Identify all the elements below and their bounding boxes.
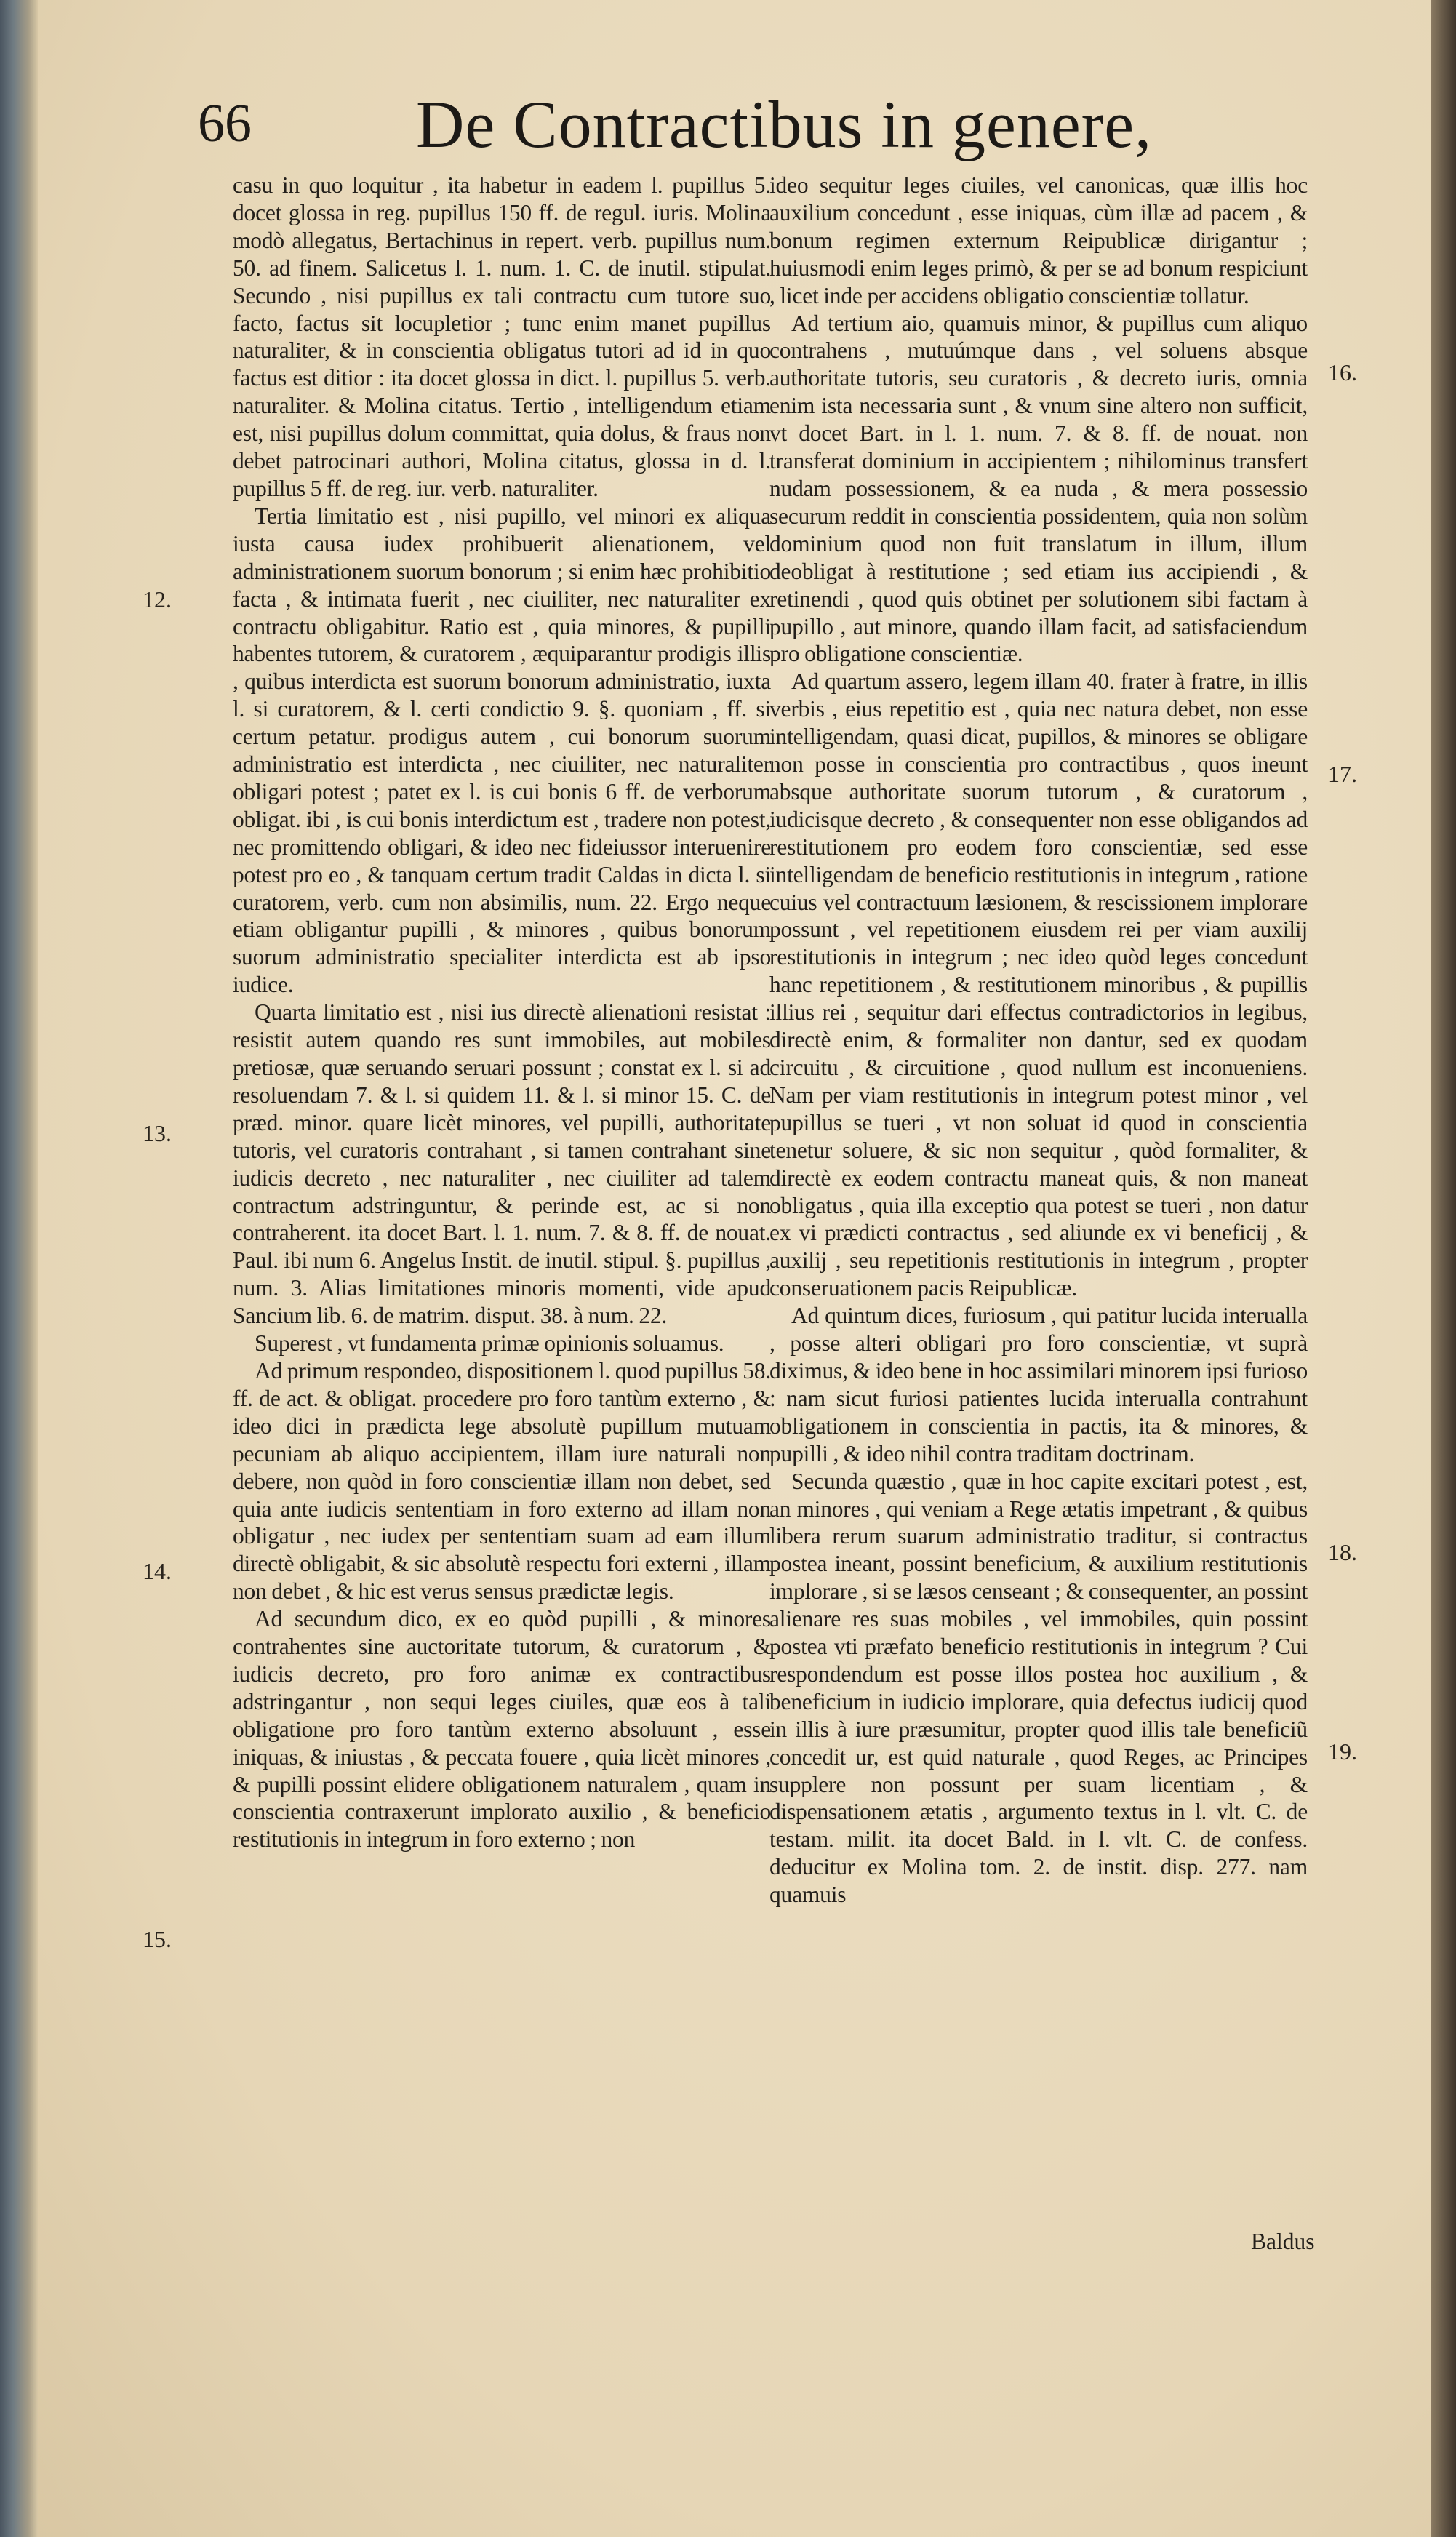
running-title: De Contractibus in genere, bbox=[416, 87, 1153, 161]
catchword: Baldus bbox=[1251, 2229, 1315, 2254]
margin-number: 17. bbox=[1328, 761, 1357, 787]
paragraph: Ad secundum dico, ex eo quòd pupilli , & minores contrahentes sine auctoritate tutorum, & curatorum , & iudicis decreto, pro foro animæ ex contractibus adstringantur , non sequi leges ciuiles, quæ eos à tali obligatione pro foro tantùm externo absoluunt , esse iniquas, & iniustas , & peccata fouere , quia licèt minores , & pupilli possint elidere obligationem naturalem , quam in conscientia contraxerunt implorato auxilio , & beneficio restitutionis in integrum in foro externo ; non bbox=[233, 1606, 771, 1853]
paragraph: casu in quo loquitur , ita habetur in eadem l. pupillus 5. docet glossa in reg. pupillus 150 ff. de regul. iuris. Molina modò allegatus, Bertachinus in repert. verb. pupillus num. 50. ad finem. Salicetus l. 1. num. 1. C. de inutil. stipulat. Secundo , nisi pupillus ex tali contractu cum tutore suo facto, factus sit locupletior ; tunc enim manet pupillus naturaliter, & in conscientia obligatus tutori ad id in quo factus est ditior : ita docet glossa in dict. l. pupillus 5. verb. naturaliter. & Molina citatus. Tertio , intelligendum etiam est, nisi pupillus dolum committat, quia dolus, & fraus non debet patrocinari authori, Molina citatus, glossa in d. l. pupillus 5 ff. de reg. iur. verb. naturaliter. bbox=[233, 172, 771, 501]
right-text-column bbox=[769, 172, 1308, 1909]
paragraph: Secunda quæstio , quæ in hoc capite excitari potest , est, an minores , qui veniam a Rege ætatis impetrant , & quibus libera rerum suarum administratio traditur, si contractus postea ineant, possint beneficium, & auxilium restitutionis implorare , si se læsos censeant ; & consequenter, an possint alienare res suas mobiles , vel immobiles, quin possint postea vti præfato beneficio restitutionis in integrum ? Cui respondendum est posse illos postea hoc auxilium , & beneficium in iudicio implorare, quia defectus iudicij quod in illis à iure præsumitur, propter quod illis tale beneficiũ concedit ur, est quid naturale , quod Reges, ac Principes supplere non possunt per suam licentiam , & dispensationem ætatis , argumento textus in l. vlt. C. de testam. milit. ita docet Bald. in l. vlt. C. de confess. deducitur ex Molina tom. 2. de instit. disp. 277. nam quamuis bbox=[769, 1468, 1308, 1908]
margin-number: 18. bbox=[1328, 1539, 1357, 1565]
margin-number: 14. bbox=[143, 1558, 172, 1584]
margin-number: 19. bbox=[1328, 1738, 1357, 1765]
paragraph: Quarta limitatio est , nisi ius directè alienationi resistat : resistit autem quando res sunt immobiles, aut mobiles pretiosæ, quæ seruando seruari possunt ; constat ex l. si ad resoluendam 7. & l. si quidem 11. & l. si minor 15. C. de præd. minor. quare licèt minores, vel pupilli, authoritate tutoris, vel curatoris contrahant , si tamen contrahant sine iudicis decreto , nec naturaliter , nec ciuiliter ad talem contractum adstringuntur, & perinde est, ac si non contraherent. ita docet Bart. l. 1. num. 7. & 8. ff. de nouat. Paul. ibi num 6. Angelus Instit. de inutil. stipul. §. pupillus , num. 3. Alias limitationes minoris momenti, vide apud Sancium lib. 6. de matrim. disput. 38. à num. 22. bbox=[233, 999, 771, 1329]
margin-number: 15. bbox=[143, 1926, 172, 1952]
margin-number: 13. bbox=[143, 1120, 172, 1146]
margin-number: 16. bbox=[1328, 359, 1357, 385]
paragraph: Tertia limitatio est , nisi pupillo, vel minori ex aliqua iusta causa iudex prohibuerit alienationem, vel administrationem suorum bonorum ; si enim hæc prohibitio facta , & intimata fuerit , nec ciuiliter, nec naturaliter ex contractu obligabitur. Ratio est , quia minores, & pupilli habentes tutorem, & curatorem , æquiparantur prodigis illis , quibus interdicta est suorum bonorum administratio, iuxta l. si curatorem, & l. certi condictio 9. §. quoniam , ff. si certum petatur. prodigus autem , cui bonorum suorum administratio est interdicta , nec ciuiliter, nec naturaliter obligari potest ; patet ex l. is cui bonis 6 ff. de verborum obligat. ibi , is cui bonis interdictum est , tradere non potest, nec promittendo obligari, & ideo nec fideiussor interuenire potest pro eo , & tanquam certum tradit Caldas in dicta l. si curatorem, verb. cum non absimilis, num. 22. Ergo neque etiam obligantur pupilli , & minores , quibus bonorum suorum administratio specialiter interdicta est ab ipso iudice. bbox=[233, 503, 771, 998]
paragraph: Ad primum respondeo, dispositionem l. quod pupillus 58. ff. de act. & obligat. procedere pro foro tantùm externo , & ideo dici in prædicta lege absolutè pupillum mutuam pecuniam ab aliquo accipientem, illam iure naturali non debere, non quòd in foro conscientiæ illam non debet, sed quia ante iudicis sententiam in foro externo ad illam non obligatur , nec iudex per sententiam suam ad eam illum directè obligabit, & sic absolutè respectu fori externi , illam non debet , & hic est verus sensus prædictæ legis. bbox=[233, 1357, 771, 1605]
left-text-column bbox=[233, 172, 771, 1853]
page-edge-shadow bbox=[1431, 0, 1456, 2537]
book-spine bbox=[0, 0, 38, 2537]
paragraph: Superest , vt fundamenta primæ opinionis soluamus. bbox=[255, 1330, 724, 1357]
paragraph: ideo sequitur leges ciuiles, vel canonicas, quæ illis hoc auxilium concedunt , esse iniquas, cùm illæ ad pacem , & bonum regimen externum Reipublicæ dirigantur ; huiusmodi enim leges primò, & per se ad bonum respiciunt , licet inde per accidens obligatio conscientiæ tollatur. bbox=[769, 172, 1308, 308]
paragraph: Ad quintum dices, furiosum , qui patitur lucida interualla , posse alteri obligari pro foro conscientiæ, vt suprà diximus, & ideo bene in hoc assimilari minorem ipsi furioso : nam sicut furiosi patientes lucida interualla contrahunt obligationem in conscientia in pactis, ita & minores, & pupilli , & ideo nihil contra traditam doctrinam. bbox=[769, 1303, 1308, 1466]
page-header bbox=[198, 86, 1318, 166]
paragraph: Ad quartum assero, legem illam 40. frater à fratre, in illis verbis , eius repetitio est , quia nec natura debet, non esse intelligendam, quasi dicat, pupillos, & minores se obligare non posse in conscientia pro contractibus , quos ineunt absque authoritate suorum tutorum , & curatorum , iudicisque decreto , & consequenter non esse obligandos ad restitutionem pro eodem foro conscientiæ, sed esse intelligendam de beneficio restitutionis in integrum , ratione cuius vel contractuum læsionem, & rescissionem implorare possunt , vel repetitionem eiusdem rei per viam auxilij restitutionis in integrum ; nec ideo quòd leges concedunt hanc repetitionem , & restitutionem minoribus , & pupillis illius rei , sequitur dari effectus contradictorios in legibus, directè enim, & formaliter non dantur, sed ex quodam circuitu , & circuitione , quod nullum est inconueniens. Nam per viam restitutionis in integrum potest minor , vel pupillus se tueri , vt non soluat id quod in conscientia tenetur soluere, & sic non sequitur , quòd formaliter, & directè ex eodem contractu maneat quis, & non maneat obligatus , quia illa exceptio qua potest se tueri , non datur ex vi prædicti contractus , sed aliunde ex vi beneficij , & auxilij , seu repetitionis restitutionis in integrum , propter conseruationem pacis Reipublicæ. bbox=[769, 668, 1308, 1301]
paragraph: Ad tertium aio, quamuis minor, & pupillus cum aliquo contrahens , mutuúmque dans , vel soluens absque authoritate tutoris, seu curatoris , & decreto iuris, omnia enim ista necessaria sunt , & vnum sine altero non sufficit, vt docet Bart. in l. 1. num. 7. & 8. ff. de nouat. non transferat dominium in accipientem ; nihilominus transfert nudam possessionem, & ea nuda , & mera possessio securum reddit in conscientia possidentem, quia non solùm dominium quod non fuit translatum in illum, illum deobligat à restitutione ; sed etiam ius accipiendi , & retinendi , quod quis obtinet per solutionem sibi factam à pupillo , aut minore, quando illam facit, ad satisfaciendum pro obligatione conscientiæ. bbox=[769, 310, 1308, 667]
margin-number: 12. bbox=[143, 586, 172, 612]
page-number: 66 bbox=[198, 94, 252, 153]
